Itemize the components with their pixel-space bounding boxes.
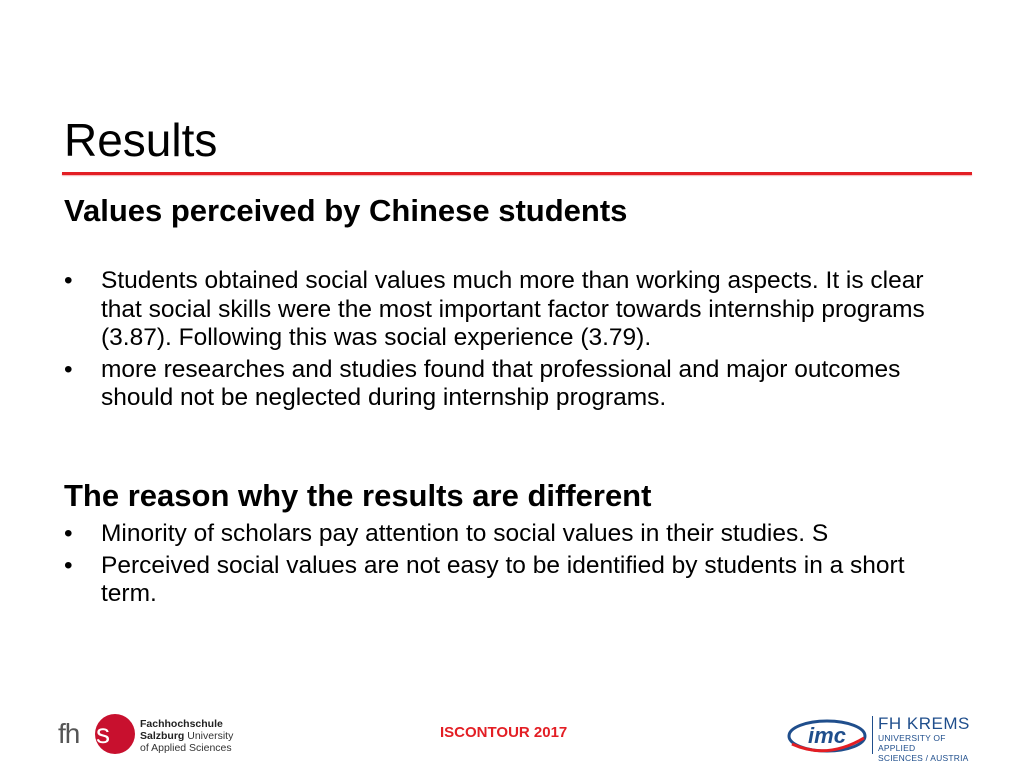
list-item xyxy=(64,356,964,413)
list-item xyxy=(64,520,964,549)
title-divider xyxy=(62,172,972,175)
bullet-text: Minority of scholars pay attention to social values in their studies. S xyxy=(101,520,829,547)
bullet-icon: • xyxy=(64,551,73,579)
fhs-logo-line1: Fachhochschule xyxy=(140,718,223,730)
imc-logo-icon xyxy=(786,714,868,756)
fhs-logo-text xyxy=(140,718,233,754)
fhs-logo-circle-icon xyxy=(95,714,135,754)
bullet-text: more researches and studies found that professional and major outcomes should not be neglected during internship programs. xyxy=(101,355,901,411)
fh-krems-name: FH KREMS xyxy=(878,714,970,733)
fh-krems-line2: SCIENCES / AUSTRIA xyxy=(878,753,969,763)
fhs-logo-line2-rest: University xyxy=(184,730,234,742)
section2-bullet-list xyxy=(64,520,964,612)
fhs-logo xyxy=(58,710,238,758)
bullet-icon: • xyxy=(64,355,73,383)
fhs-logo-line3: of Applied Sciences xyxy=(140,742,232,754)
bullet-icon: • xyxy=(64,267,73,294)
bullet-text: Perceived social values are not easy to be identified by students in a short term. xyxy=(101,551,905,607)
imc-logo-mark: imc xyxy=(808,723,846,748)
section1-bullet-list xyxy=(64,267,964,416)
fhs-logo-mark-suffix: s xyxy=(96,718,109,749)
bullet-icon: • xyxy=(64,520,73,547)
list-item xyxy=(64,267,964,353)
imc-krems-logo xyxy=(786,712,976,763)
list-item xyxy=(64,552,964,609)
section2-heading: The reason why the results are different xyxy=(64,478,652,513)
slide-title: Results xyxy=(64,114,218,166)
fh-krems-text xyxy=(878,715,976,763)
logo-separator xyxy=(872,716,873,754)
fhs-logo-line2-bold: Salzburg xyxy=(140,730,185,742)
footer-conference-label: ISCONTOUR 2017 xyxy=(440,724,568,741)
fhs-logo-mark-prefix: fh xyxy=(58,718,80,749)
fh-krems-line1: UNIVERSITY OF APPLIED xyxy=(878,733,946,753)
bullet-text: Students obtained social values much more than working aspects. It is clear that social skills were the most important factor towards internship programs (3.87). Following this was social experience (3.79). xyxy=(101,267,925,351)
section1-heading: Values perceived by Chinese students xyxy=(64,193,628,228)
